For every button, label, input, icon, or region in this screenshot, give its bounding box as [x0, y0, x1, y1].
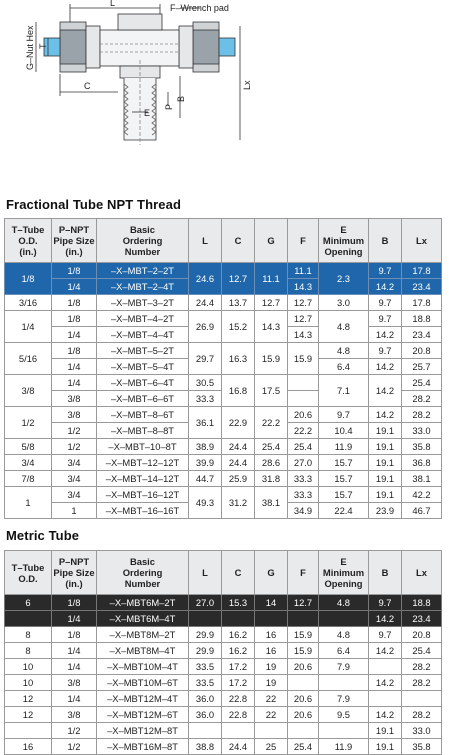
cell-G: 22: [255, 707, 288, 723]
cell-E: 22.4: [319, 503, 369, 519]
cell-Lx: 35.8: [402, 739, 442, 755]
cell-C: 16.2: [222, 627, 255, 643]
col-tube-od: T–Tube O.D.: [5, 551, 52, 595]
cell-C: 25.9: [222, 471, 255, 487]
cell-Lx: 23.4: [402, 327, 442, 343]
cell-B: 19.1: [369, 423, 402, 439]
cell-G: 31.8: [255, 471, 288, 487]
cell-L: 36.0: [189, 691, 222, 707]
cell-B: 19.1: [369, 455, 402, 471]
cell-G: 11.1: [255, 263, 288, 295]
cell-B: 14.2: [369, 375, 402, 407]
cell-F: [288, 375, 319, 391]
cell-G: [255, 723, 288, 739]
drawing-label-L: L: [110, 0, 116, 8]
cell-L: 30.5: [189, 375, 222, 391]
cell-F: 22.2: [288, 423, 319, 439]
cell-F: [288, 723, 319, 739]
cell-E: [319, 723, 369, 739]
cell-npt-size: 3/4: [52, 487, 97, 503]
cell-npt-size: 3/8: [52, 391, 97, 407]
cell-F: 11.1: [288, 263, 319, 279]
drawing-label-Lx: Lx: [242, 80, 252, 90]
cell-G: [255, 611, 288, 627]
cell-F: 27.0: [288, 455, 319, 471]
cell-B: 9.7: [369, 263, 402, 279]
cell-F: 14.3: [288, 327, 319, 343]
cell-E: 10.4: [319, 423, 369, 439]
cell-L: 24.6: [189, 263, 222, 295]
cell-G: 14.3: [255, 311, 288, 343]
cell-ordering-number: –X–MBT6M–4T: [97, 611, 189, 627]
cell-B: 9.7: [369, 295, 402, 311]
cell-G: 19: [255, 659, 288, 675]
cell-ordering-number: –X–MBT12M–4T: [97, 691, 189, 707]
cell-ordering-number: –X–MBT–16–16T: [97, 503, 189, 519]
cell-L: 33.5: [189, 675, 222, 691]
cell-tube-od: [5, 611, 52, 627]
cell-L: 29.9: [189, 643, 222, 659]
cell-ordering-number: –X–MBT–3–2T: [97, 295, 189, 311]
cell-tube-od: 12: [5, 691, 52, 707]
cell-tube-od: [5, 723, 52, 739]
cell-G: 25: [255, 739, 288, 755]
cell-npt-size: 1/2: [52, 423, 97, 439]
cell-ordering-number: –X–MBT16M–8T: [97, 739, 189, 755]
cell-E: 7.9: [319, 691, 369, 707]
cell-F: 15.9: [288, 643, 319, 659]
cell-Lx: 18.8: [402, 595, 442, 611]
col-G: G: [255, 219, 288, 263]
cell-B: 9.7: [369, 595, 402, 611]
cell-B: 14.2: [369, 359, 402, 375]
cell-ordering-number: –X–MBT–6–4T: [97, 375, 189, 391]
cell-B: 14.2: [369, 707, 402, 723]
cell-G: 16: [255, 627, 288, 643]
cell-tube-od: 1: [5, 487, 52, 519]
cell-Lx: [402, 691, 442, 707]
cell-B: 14.2: [369, 643, 402, 659]
cell-C: [222, 611, 255, 627]
cell-B: 14.2: [369, 327, 402, 343]
cell-ordering-number: –X–MBT8M–2T: [97, 627, 189, 643]
cell-E: 9.5: [319, 707, 369, 723]
col-basic-number: Basic Ordering Number: [97, 219, 189, 263]
cell-E: 4.8: [319, 595, 369, 611]
table-row: [5, 691, 442, 707]
table-row: [5, 487, 442, 503]
metric-table: [4, 550, 442, 755]
table-row: [5, 263, 442, 279]
cell-B: 9.7: [369, 311, 402, 327]
cell-E: 7.9: [319, 659, 369, 675]
cell-ordering-number: –X–MBT12M–6T: [97, 707, 189, 723]
col-L: L: [189, 551, 222, 595]
col-B: B: [369, 551, 402, 595]
cell-L: [189, 723, 222, 739]
cell-E: 15.7: [319, 471, 369, 487]
cell-npt-size: 1/8: [52, 343, 97, 359]
col-Lx: Lx: [402, 551, 442, 595]
cell-G: 14: [255, 595, 288, 611]
cell-B: [369, 691, 402, 707]
table-row: [5, 643, 442, 659]
cell-B: 9.7: [369, 627, 402, 643]
cell-L: 39.9: [189, 455, 222, 471]
cell-C: 31.2: [222, 487, 255, 519]
table-row: [5, 739, 442, 755]
col-C: C: [222, 219, 255, 263]
drawing-label-C: C: [84, 81, 91, 91]
cell-npt-size: 1/4: [52, 327, 97, 343]
cell-Lx: 42.2: [402, 487, 442, 503]
cell-C: 22.8: [222, 691, 255, 707]
cell-F: 33.3: [288, 471, 319, 487]
table-row: [5, 611, 442, 627]
cell-F: 20.6: [288, 691, 319, 707]
cell-E: 2.3: [319, 263, 369, 295]
fractional-title: Fractional Tube NPT Thread: [6, 197, 181, 212]
col-G: G: [255, 551, 288, 595]
cell-G: 15.9: [255, 343, 288, 375]
table-row: [5, 659, 442, 675]
cell-G: 12.7: [255, 295, 288, 311]
cell-tube-od: 3/16: [5, 295, 52, 311]
col-Lx: Lx: [402, 219, 442, 263]
cell-L: 29.9: [189, 627, 222, 643]
col-E: E Minimum Opening: [319, 551, 369, 595]
cell-npt-size: 3/8: [52, 407, 97, 423]
cell-C: 17.2: [222, 675, 255, 691]
cell-L: 36.1: [189, 407, 222, 439]
metric-title: Metric Tube: [6, 528, 80, 543]
cell-C: 16.2: [222, 643, 255, 659]
cell-B: 23.9: [369, 503, 402, 519]
table-row: [5, 295, 442, 311]
col-npt-size: P–NPT Pipe Size (in.): [52, 219, 97, 263]
col-npt-size: P–NPT Pipe Size (in.): [52, 551, 97, 595]
cell-npt-size: 1/4: [52, 375, 97, 391]
col-F: F: [288, 551, 319, 595]
cell-Lx: 28.2: [402, 391, 442, 407]
cell-F: 20.6: [288, 407, 319, 423]
cell-B: 19.1: [369, 471, 402, 487]
cell-tube-od: 3/8: [5, 375, 52, 407]
cell-npt-size: 1/2: [52, 739, 97, 755]
cell-tube-od: 10: [5, 675, 52, 691]
table-row: [5, 311, 442, 327]
cell-Lx: 25.7: [402, 359, 442, 375]
cell-npt-size: 1/8: [52, 263, 97, 279]
cell-E: 6.4: [319, 643, 369, 659]
cell-F: 15.9: [288, 343, 319, 375]
cell-C: 12.7: [222, 263, 255, 295]
cell-tube-od: 10: [5, 659, 52, 675]
cell-ordering-number: –X–MBT10M–4T: [97, 659, 189, 675]
cell-B: 14.2: [369, 675, 402, 691]
col-basic-number: Basic Ordering Number: [97, 551, 189, 595]
cell-C: 24.4: [222, 455, 255, 471]
cell-F: [288, 675, 319, 691]
col-C: C: [222, 551, 255, 595]
cell-C: 24.4: [222, 739, 255, 755]
cell-F: 12.7: [288, 595, 319, 611]
cell-L: 29.7: [189, 343, 222, 375]
cell-B: 19.1: [369, 723, 402, 739]
cell-Lx: 23.4: [402, 279, 442, 295]
cell-C: 24.4: [222, 439, 255, 455]
cell-ordering-number: –X–MBT–2–4T: [97, 279, 189, 295]
table-row: [5, 723, 442, 739]
cell-B: 14.2: [369, 407, 402, 423]
cell-E: 11.9: [319, 439, 369, 455]
cell-C: 22.9: [222, 407, 255, 439]
cell-tube-od: 6: [5, 595, 52, 611]
cell-B: 19.1: [369, 739, 402, 755]
cell-G: 22: [255, 691, 288, 707]
drawing-label-wrench: F–Wrench pad: [170, 3, 229, 13]
table-row: [5, 471, 442, 487]
cell-E: 7.1: [319, 375, 369, 407]
cell-tube-od: 3/4: [5, 455, 52, 471]
cell-F: 14.3: [288, 279, 319, 295]
cell-F: 34.9: [288, 503, 319, 519]
cell-F: 20.6: [288, 659, 319, 675]
cell-Lx: 46.7: [402, 503, 442, 519]
cell-tube-od: 16: [5, 739, 52, 755]
cell-Lx: 35.8: [402, 439, 442, 455]
cell-E: 15.7: [319, 487, 369, 503]
cell-npt-size: 1/8: [52, 295, 97, 311]
cell-Lx: 36.8: [402, 455, 442, 471]
cell-F: 20.6: [288, 707, 319, 723]
cell-E: 11.9: [319, 739, 369, 755]
cell-ordering-number: –X–MBT–8–8T: [97, 423, 189, 439]
cell-npt-size: 3/8: [52, 675, 97, 691]
cell-npt-size: 1: [52, 503, 97, 519]
cell-ordering-number: –X–MBT–4–4T: [97, 327, 189, 343]
cell-L: 33.5: [189, 659, 222, 675]
cell-G: 16: [255, 643, 288, 659]
cell-ordering-number: –X–MBT–14–12T: [97, 471, 189, 487]
cell-C: 16.8: [222, 375, 255, 407]
cell-tube-od: 8: [5, 627, 52, 643]
cell-tube-od: 1/4: [5, 311, 52, 343]
cell-E: 4.8: [319, 343, 369, 359]
cell-L: 33.3: [189, 391, 222, 407]
cell-L: 38.9: [189, 439, 222, 455]
table-row: [5, 455, 442, 471]
drawing-label-B: B: [176, 95, 186, 102]
cell-Lx: 28.2: [402, 659, 442, 675]
cell-npt-size: 1/4: [52, 643, 97, 659]
cell-L: [189, 611, 222, 627]
cell-ordering-number: –X–MBT–10–8T: [97, 439, 189, 455]
drawing-label-T: T: [38, 43, 48, 49]
cell-Lx: 20.8: [402, 343, 442, 359]
cell-Lx: 17.8: [402, 295, 442, 311]
cell-E: 15.7: [319, 455, 369, 471]
cell-B: [369, 659, 402, 675]
cell-L: 44.7: [189, 471, 222, 487]
cell-B: 9.7: [369, 343, 402, 359]
cell-B: 14.2: [369, 279, 402, 295]
cell-tube-od: 1/8: [5, 263, 52, 295]
cell-npt-size: 1/8: [52, 595, 97, 611]
table-row: [5, 439, 442, 455]
cell-ordering-number: –X–MBT–5–4T: [97, 359, 189, 375]
cell-ordering-number: –X–MBT–12–12T: [97, 455, 189, 471]
fractional-table: [4, 218, 442, 519]
cell-npt-size: 1/2: [52, 723, 97, 739]
cell-G: 19: [255, 675, 288, 691]
cell-G: 17.5: [255, 375, 288, 407]
cell-ordering-number: –X–MBT8M–4T: [97, 643, 189, 659]
cell-npt-size: 1/4: [52, 659, 97, 675]
col-B: B: [369, 219, 402, 263]
table-row: [5, 343, 442, 359]
cell-tube-od: 1/2: [5, 407, 52, 439]
cell-Lx: 33.0: [402, 723, 442, 739]
cell-ordering-number: –X–MBT–16–12T: [97, 487, 189, 503]
cell-Lx: 25.4: [402, 643, 442, 659]
cell-F: [288, 391, 319, 407]
cell-F: 12.7: [288, 295, 319, 311]
cell-npt-size: 1/4: [52, 359, 97, 375]
cell-F: 33.3: [288, 487, 319, 503]
cell-L: 38.8: [189, 739, 222, 755]
cell-npt-size: 3/4: [52, 471, 97, 487]
cell-tube-od: 7/8: [5, 471, 52, 487]
cell-L: 24.4: [189, 295, 222, 311]
cell-npt-size: 1/2: [52, 439, 97, 455]
cell-npt-size: 1/8: [52, 627, 97, 643]
drawing-label-P: P: [164, 103, 174, 110]
cell-C: 15.3: [222, 595, 255, 611]
table-row: [5, 675, 442, 691]
cell-C: 15.2: [222, 311, 255, 343]
cell-F: 25.4: [288, 739, 319, 755]
drawing-label-G: G–Nut Hex: [25, 25, 35, 70]
cell-Lx: 28.2: [402, 407, 442, 423]
cell-tube-od: 8: [5, 643, 52, 659]
cell-C: 13.7: [222, 295, 255, 311]
cell-ordering-number: –X–MBT–5–2T: [97, 343, 189, 359]
cell-G: 28.6: [255, 455, 288, 471]
cell-npt-size: 1/4: [52, 611, 97, 627]
cell-G: 22.2: [255, 407, 288, 439]
table-row: [5, 627, 442, 643]
cell-C: 22.8: [222, 707, 255, 723]
cell-tube-od: 12: [5, 707, 52, 723]
cell-ordering-number: –X–MBT–8–6T: [97, 407, 189, 423]
cell-Lx: 20.8: [402, 627, 442, 643]
cell-Lx: 28.2: [402, 675, 442, 691]
cell-npt-size: 1/4: [52, 691, 97, 707]
cell-Lx: 38.1: [402, 471, 442, 487]
cell-G: 38.1: [255, 487, 288, 519]
fitting-drawing: [0, 0, 449, 190]
cell-B: 19.1: [369, 439, 402, 455]
cell-F: 25.4: [288, 439, 319, 455]
col-tube-od: T–Tube O.D. (in.): [5, 219, 52, 263]
cell-npt-size: 1/4: [52, 279, 97, 295]
cell-tube-od: 5/8: [5, 439, 52, 455]
cell-npt-size: 3/8: [52, 707, 97, 723]
table-row: [5, 407, 442, 423]
cell-F: 15.9: [288, 627, 319, 643]
cell-C: 16.3: [222, 343, 255, 375]
cell-F: [288, 611, 319, 627]
cell-E: 9.7: [319, 407, 369, 423]
cell-L: 27.0: [189, 595, 222, 611]
cell-npt-size: 1/8: [52, 311, 97, 327]
cell-C: 17.2: [222, 659, 255, 675]
cell-ordering-number: –X–MBT–6–6T: [97, 391, 189, 407]
cell-ordering-number: –X–MBT6M–2T: [97, 595, 189, 611]
cell-L: 26.9: [189, 311, 222, 343]
drawing-label-E: E: [144, 108, 151, 118]
cell-F: 12.7: [288, 311, 319, 327]
cell-B: 14.2: [369, 611, 402, 627]
cell-ordering-number: –X–MBT12M–8T: [97, 723, 189, 739]
cell-E: 6.4: [319, 359, 369, 375]
cell-E: [319, 611, 369, 627]
cell-E: 3.0: [319, 295, 369, 311]
table-row: [5, 375, 442, 391]
cell-Lx: 28.2: [402, 707, 442, 723]
cell-Lx: 17.8: [402, 263, 442, 279]
cell-Lx: 23.4: [402, 611, 442, 627]
col-L: L: [189, 219, 222, 263]
cell-npt-size: 3/4: [52, 455, 97, 471]
cell-Lx: 33.0: [402, 423, 442, 439]
cell-Lx: 18.8: [402, 311, 442, 327]
cell-L: 36.0: [189, 707, 222, 723]
cell-ordering-number: –X–MBT10M–6T: [97, 675, 189, 691]
col-E: E Minimum Opening: [319, 219, 369, 263]
cell-E: 4.8: [319, 627, 369, 643]
cell-tube-od: 5/16: [5, 343, 52, 375]
col-F: F: [288, 219, 319, 263]
cell-Lx: 25.4: [402, 375, 442, 391]
cell-ordering-number: –X–MBT–2–2T: [97, 263, 189, 279]
cell-ordering-number: –X–MBT–4–2T: [97, 311, 189, 327]
cell-B: 19.1: [369, 487, 402, 503]
table-row: [5, 707, 442, 723]
cell-E: 4.8: [319, 311, 369, 343]
cell-G: 25.4: [255, 439, 288, 455]
cell-E: [319, 675, 369, 691]
table-row: [5, 595, 442, 611]
cell-L: 49.3: [189, 487, 222, 519]
cell-C: [222, 723, 255, 739]
